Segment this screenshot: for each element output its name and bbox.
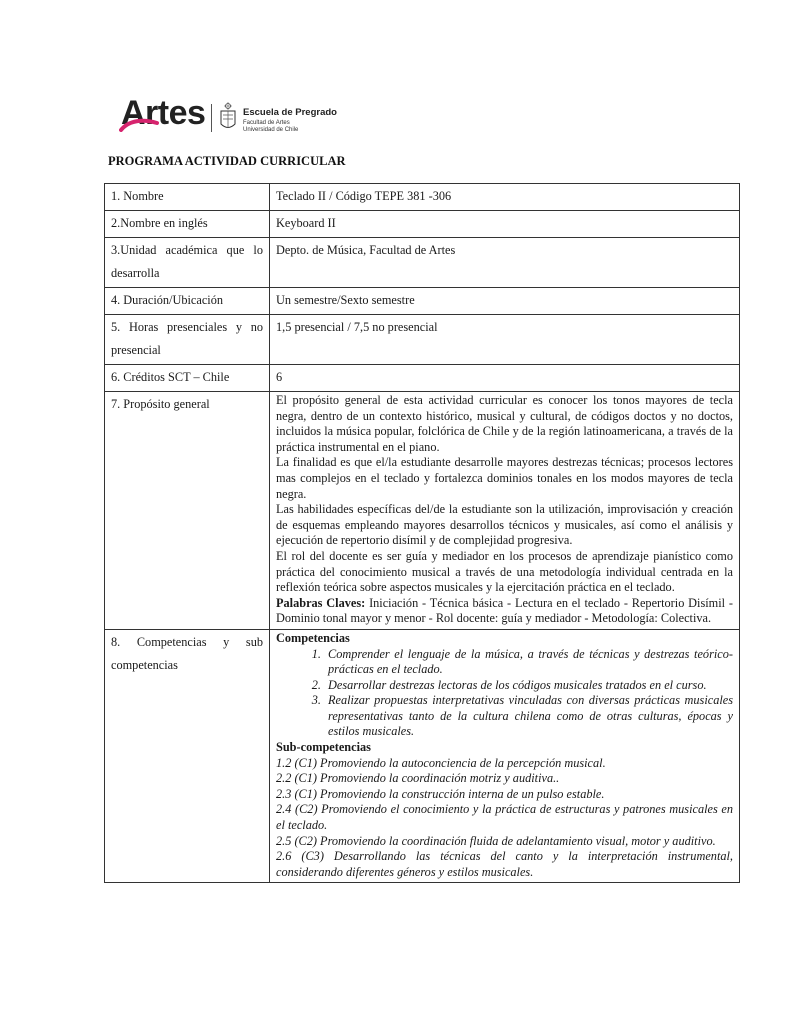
list-item: 1. Comprender el lenguaje de la música, a través de técnicas y destrezas teórico-prácticas en el teclado.	[324, 647, 733, 678]
row-label-nombre: 1. Nombre	[105, 184, 270, 211]
subcompetencias-heading: Sub-competencias	[276, 740, 371, 755]
logo-line-faculty: Facultad de Artes	[243, 119, 290, 126]
row-value-duracion: Un semestre/Sexto semestre	[270, 288, 740, 315]
row-label-horas: 5. Horas presenciales y no presencial	[105, 315, 270, 365]
row-label-unidad: 3.Unidad académica que lo desarrolla	[105, 238, 270, 288]
logo-divider	[211, 104, 212, 132]
program-table	[104, 183, 740, 883]
row-label-duracion: 4. Duración/Ubicación	[105, 288, 270, 315]
row-value-creditos: 6	[270, 365, 740, 392]
table-row	[105, 392, 740, 630]
artes-logo	[121, 94, 351, 138]
subcompetencia-item: 1.2 (C1) Promoviendo la autoconciencia de la percepción musical.	[276, 755, 606, 770]
row-value-competencias	[270, 629, 740, 883]
keywords-label: Palabras Claves:	[276, 595, 366, 610]
row-label-creditos: 6. Créditos SCT – Chile	[105, 365, 270, 392]
competencias-heading: Competencias	[276, 630, 350, 645]
subcompetencia-item: 2.5 (C2) Promoviendo la coordinación fluida de adelantamiento visual, motor y auditivo.	[276, 833, 716, 848]
row-value-proposito	[270, 392, 740, 630]
document-title: PROGRAMA ACTIVIDAD CURRICULAR	[108, 154, 346, 168]
table-row	[105, 629, 740, 883]
logo-line-school: Escuela de Pregrado	[243, 107, 337, 118]
row-value-ingles: Keyboard II	[270, 211, 740, 238]
row-label-proposito: 7. Propósito general	[105, 392, 270, 630]
list-item: 2. Desarrollar destrezas lectoras de los códigos musicales tratados en el curso.	[324, 678, 733, 694]
row-value-unidad: Depto. de Música, Facultad de Artes	[270, 238, 740, 288]
logo-text	[243, 108, 337, 133]
table-row	[105, 184, 740, 211]
university-seal-icon	[219, 102, 237, 132]
table-row	[105, 365, 740, 392]
logo-wordmark: Artes	[121, 94, 206, 132]
table-row	[105, 211, 740, 238]
keywords-text: Iniciación - Técnica básica - Lectura en el teclado - Repertorio Disímil - Dominio tonal mayor y menor - Rol docente: guía y mediador - Metodología: Colectiva.	[276, 595, 733, 626]
table-row	[105, 238, 740, 288]
row-label-ingles: 2.Nombre en inglés	[105, 211, 270, 238]
logo-swoosh-icon	[119, 118, 159, 132]
logo-line-university: Universidad de Chile	[243, 126, 299, 133]
subcompetencia-item: 2.4 (C2) Promoviendo el conocimiento y la práctica de estructuras y patrones musicales en el teclado.	[276, 802, 733, 833]
list-item: 3. Realizar propuestas interpretativas vinculadas con diversas prácticas musicales representativas tanto de la cultura chilena como de otras culturas, épocas y estilos musicales.	[324, 693, 733, 740]
row-label-competencias: 8. Competencias y sub competencias	[105, 629, 270, 883]
table-row	[105, 315, 740, 365]
keywords-paragraph	[276, 596, 733, 627]
proposito-paragraph: Las habilidades específicas del/de la estudiante son la utilización, improvisación y creación de esquemas empleando mayores desarrollos técnicos y musicales, así como el análisis y ejecución de repertorio disímil y de complejidad progresiva.	[276, 502, 733, 548]
proposito-paragraph: La finalidad es que el/la estudiante desarrolle mayores destrezas técnicas; procesos lectores mas complejos en el teclado y fortalezca dominios tonales en los modos mayores de tecla negra.	[276, 455, 733, 501]
table-row	[105, 288, 740, 315]
subcompetencia-item: 2.6 (C3) Desarrollando las técnicas del canto y la interpretación instrumental, considerando diferentes géneros y estilos musicales.	[276, 849, 733, 879]
subcompetencia-item: 2.2 (C1) Promoviendo la coordinación motriz y auditiva..	[276, 771, 560, 786]
competencias-list	[276, 647, 733, 741]
row-value-nombre: Teclado II / Código TEPE 381 -306	[270, 184, 740, 211]
proposito-paragraph: El rol del docente es ser guía y mediador en los procesos de aprendizaje pianístico como práctica del conocimiento musical a través de una metodología individual centrada en la reflexión teórica sobre aspectos musicales y la ejercitación práctica en el teclado.	[276, 548, 733, 595]
row-value-horas: 1,5 presencial / 7,5 no presencial	[270, 315, 740, 365]
subcompetencia-item: 2.3 (C1) Promoviendo la construcción interna de un pulso estable.	[276, 786, 605, 801]
proposito-paragraph: El propósito general de esta actividad curricular es conocer los tonos mayores de tecla negra, dentro de un contexto histórico, musical y cultural, de códigos doctos y no doctos, incluidos la música popular, folclórica de Chile y de la región latinoamericana, a través de la práctica instrumental en el piano.	[276, 393, 733, 454]
